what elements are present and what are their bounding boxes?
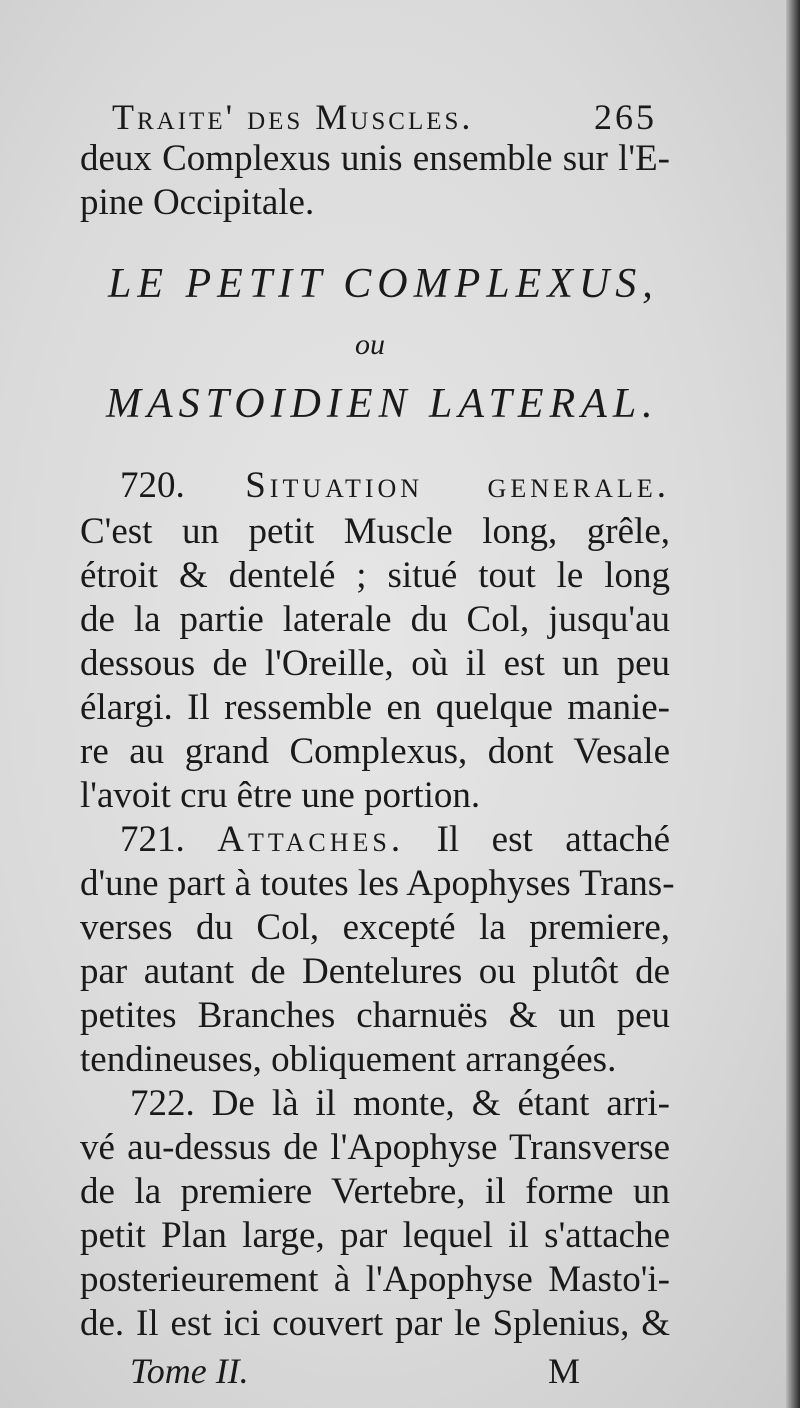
heading-line-1: LE PETIT COMPLEXUS, xyxy=(108,261,659,307)
section-label: Attaches. xyxy=(217,819,405,860)
section-721-line: par autant de Dentelures ou plutôt de xyxy=(80,951,670,992)
section-721-line: d'une part à toutes les Apophyses Trans- xyxy=(80,863,675,904)
section-720-line: étroit & dentelé ; situé tout le long xyxy=(80,555,670,596)
section-722-line: de. Il est ici couvert par le Splenius, & xyxy=(80,1303,670,1344)
section-720-line: dessous de l'Oreille, où il est un peu xyxy=(80,643,670,684)
section-722-line: posterieurement à l'Apophyse Masto'i- xyxy=(80,1259,670,1300)
section-720-title xyxy=(120,464,670,508)
heading-line-2: MASTOIDIEN LATERAL. xyxy=(106,381,659,427)
section-722-line: vé au-dessus de l'Apophyse Transverse xyxy=(80,1127,670,1168)
intro-line: deux Complexus unis ensemble sur l'E- xyxy=(80,138,670,179)
section-722-line: petit Plan large, par lequel il s'attache xyxy=(80,1215,670,1256)
section-first-text: Il est attaché xyxy=(436,819,671,860)
section-720-line: de la partie laterale du Col, jusqu'au xyxy=(80,599,670,640)
section-722-first-line: 722. De là il monte, & étant arri- xyxy=(130,1083,670,1124)
section-721-line: petites Branches charnuës & un peu xyxy=(80,995,670,1036)
heading-connector: ou xyxy=(355,328,385,361)
section-721-title xyxy=(120,818,670,862)
section-721-line: verses du Col, excepté la premiere, xyxy=(80,907,670,948)
running-head-title: Traite' des Muscles. xyxy=(112,97,474,137)
section-number: 720. xyxy=(120,465,185,506)
running-head xyxy=(112,96,657,138)
section-number: 721. xyxy=(120,819,185,860)
section-label: Situation generale. xyxy=(245,465,670,506)
section-720-line: C'est un petit Muscle long, grêle, xyxy=(80,511,670,552)
page-number: 265 xyxy=(594,97,657,137)
volume-label: Tome II. xyxy=(130,1351,249,1391)
section-720-line: re au grand Complexus, dont Vesale xyxy=(80,731,670,772)
page-edge-shadow xyxy=(786,0,800,1408)
signature-mark: M xyxy=(548,1351,581,1391)
section-721-line: tendineuses, obliquement arrangées. xyxy=(80,1039,617,1080)
section-722-line: de la premiere Vertebre, il forme un xyxy=(80,1171,670,1212)
section-720-line: l'avoit cru être une portion. xyxy=(80,775,481,816)
section-720-line: élargi. Il ressemble en quelque manie- xyxy=(80,687,670,728)
intro-line: pine Occipitale. xyxy=(80,182,315,223)
